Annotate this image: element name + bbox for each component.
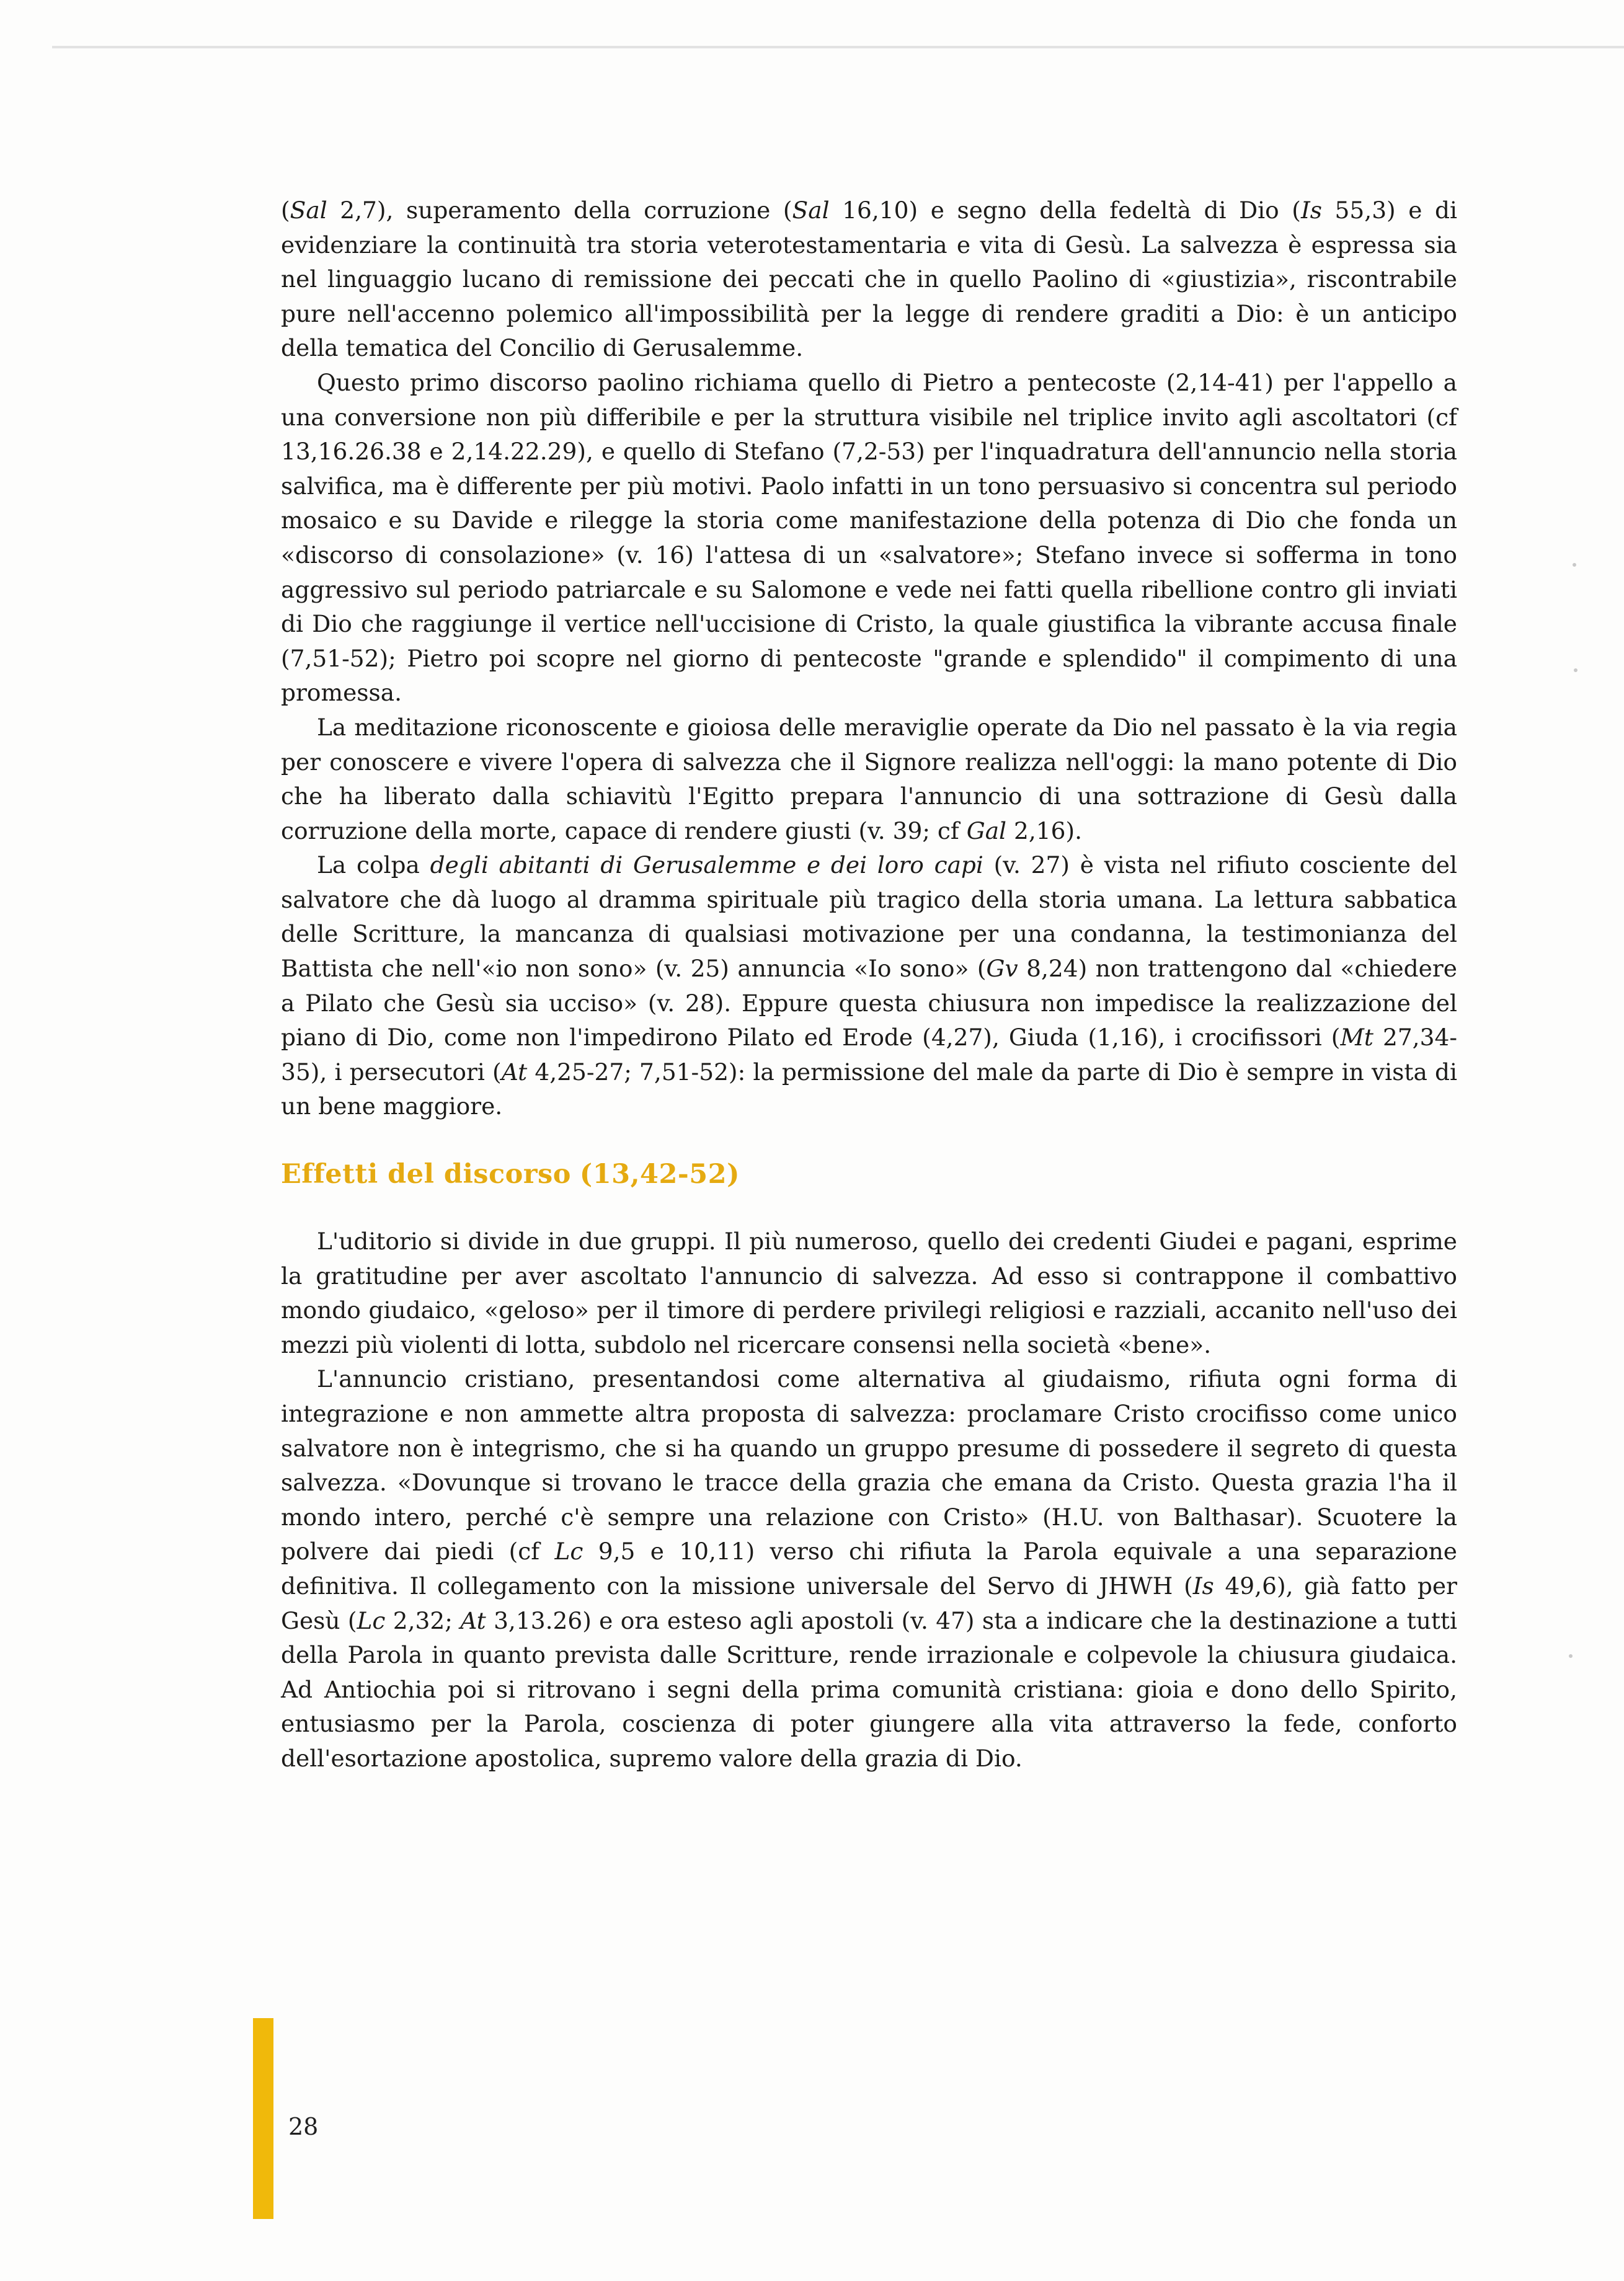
italic-text-run: Gal — [966, 817, 1007, 844]
section-heading-title: Effetti del discorso — [281, 1159, 571, 1190]
text-run: ( — [281, 197, 290, 224]
page-number-marker — [253, 2018, 273, 2219]
paragraph — [281, 1225, 1457, 1362]
section-heading-reference: (13,42-52) — [579, 1159, 740, 1190]
italic-text-run: Is — [1300, 197, 1322, 224]
italic-text-run: At — [460, 1606, 486, 1634]
text-run: 3,13.26) e ora esteso agli apostoli (v. 47) sta a indicare che la destinazione a tutti della Parola in quanto prevista dalle Scritture, rende irrazionale e colpevole la chiusura giudaica. Ad Antiochia poi si ritrovano i segni della prima comunità cristiana: gioia e dono dello Spirito, entusiasmo per la Parola, coscienza di poter giungere alla vita attraverso la fede, conforto dell'esortazione apostolica, supremo valore della grazia di Dio. — [281, 1606, 1457, 1772]
italic-text-run: Lc — [554, 1538, 583, 1566]
paragraph — [281, 711, 1457, 848]
text-run: La colpa — [317, 851, 430, 879]
italic-text-run: At — [501, 1058, 528, 1086]
bottom-paragraphs — [281, 1225, 1457, 1776]
text-run: 2,7), superamento della corruzione ( — [327, 197, 792, 224]
text-run: (v. 27) è vista nel rifiuto cosciente del salvatore che dà luogo al dramma spirituale più tragico della storia umana. La lettura sabbatica delle Scritture, la mancanza di qualsiasi motivazione per una condanna, la testimonianza del Battista che nell'«io non sono» (v. 25) annuncia «Io sono» ( — [281, 851, 1457, 983]
italic-text-run: Sal — [792, 197, 830, 224]
scan-speck — [1574, 668, 1577, 672]
text-run: 27,34-35), i persecutori ( — [281, 1024, 1457, 1086]
italic-text-run: degli abitanti di Gerusalemme e dei loro capi — [430, 851, 983, 879]
text-run: 4,25-27; 7,51-52): la permissione del male da parte di Dio è sempre in vista di un bene maggiore. — [281, 1058, 1457, 1120]
top-paragraphs — [281, 193, 1457, 1124]
paragraph — [281, 366, 1457, 711]
text-run: 8,24) non trattengono dal «chiedere a Pilato che Gesù sia ucciso» (v. 28). Eppure questa chiusura non impedisce la realizzazione del piano di Dio, come non l'impedirono Pilato ed Erode (4,27), Giuda (1,16), i crocifissori ( — [281, 955, 1457, 1052]
scan-speck — [1569, 1654, 1573, 1658]
text-run: L'uditorio si divide in due gruppi. Il più numeroso, quello dei credenti Giudei e pagani, esprime la gratitudine per aver ascoltato l'annuncio di salvezza. Ad esso si contrappone il combattivo mondo giudaico, «geloso» per il timore di perdere privilegi religiosi e razziali, accanito nell'uso dei mezzi più violenti di lotta, subdolo nel ricercare consensi nella società «bene». — [281, 1228, 1457, 1358]
text-run: Questo primo discorso paolino richiama quello di Pietro a pentecoste (2,14-41) per l'appello a una conversione non più differibile e per la struttura visibile nel triplice invito agli ascoltatori (cf 13,16.26.38 e 2,14.22.29), e quello di Stefano (7,2-53) per l'inquadratura dell'annuncio nella storia salvifica, ma è differente per più motivi. Paolo infatti in un tono persuasivo si concentra sul periodo mosaico e su Davide e rilegge la storia come manifestazione della potenza di Dio che fonda un «discorso di consolazione» (v. 16) l'attesa di un «salvatore»; Stefano invece si sofferma in tono aggressivo sul periodo patriarcale e su Salomone e vede nei fatti quella ribellione contro gli inviati di Dio che raggiunge il vertice nell'uccisione di Cristo, la quale giustifica la vibrante accusa finale (7,51-52); Pietro poi scopre nel giorno di pentecoste "grande e splendido" il compimento di una promessa. — [281, 368, 1457, 707]
italic-text-run: Lc — [357, 1606, 386, 1634]
text-run: 55,3) e di evidenziare la continuità tra storia veterotestamentaria e vita di Gesù. La salvezza è espressa sia nel linguaggio lucano di remissione dei peccati che in quello Paolino di «giustizia», riscontrabile pure nell'accenno polemico all'impossibilità per la legge di rendere graditi a Dio: è un anticipo della tematica del Concilio di Gerusalemme. — [281, 197, 1458, 362]
italic-text-run: Mt — [1340, 1024, 1373, 1052]
scan-top-edge — [52, 46, 1624, 48]
paragraph — [281, 193, 1457, 366]
text-run: 9,5 e 10,11) verso chi rifiuta la Parola equivale a una separazione definitiva. Il collegamento con la missione universale del Servo di JHWH ( — [281, 1538, 1457, 1600]
italic-text-run: Is — [1192, 1572, 1214, 1600]
text-column — [281, 193, 1457, 1776]
scan-speck — [1573, 563, 1576, 567]
italic-text-run: Sal — [290, 197, 327, 224]
section-heading — [281, 1124, 1457, 1225]
text-run: La meditazione riconoscente e gioiosa delle meraviglie operate da Dio nel passato è la via regia per conoscere e vivere l'opera di salvezza che il Signore realizza nell'oggi: la mano potente di Dio che ha liberato dalla schiavitù l'Egitto prepara l'annuncio di una sottrazione di Gesù dalla corruzione della morte, capace di rendere giusti (v. 39; cf — [281, 713, 1457, 844]
text-run: L'annuncio cristiano, presentandosi come alternativa al giudaismo, rifiuta ogni forma di integrazione e non ammette altra proposta di salvezza: proclamare Cristo crocifisso come unico salvatore non è integrismo, che si ha quando un gruppo presume di possedere il segreto di questa salvezza. «Dovunque si trovano le tracce della grazia che emana da Cristo. Questa grazia l'ha il mondo intero, perché c'è sempre una relazione con Cristo» (H.U. von Balthasar). Scuotere la polvere dai piedi (cf — [281, 1365, 1457, 1566]
text-run: 49,6), già fatto per Gesù ( — [281, 1572, 1457, 1634]
paragraph — [281, 1362, 1457, 1776]
paragraph — [281, 848, 1457, 1124]
text-run: 16,10) e segno della fedeltà di Dio ( — [829, 197, 1301, 224]
text-run: 2,16). — [1006, 817, 1083, 844]
page-number: 28 — [288, 2113, 319, 2140]
italic-text-run: Gv — [986, 955, 1018, 983]
text-run: 2,32; — [385, 1606, 461, 1634]
